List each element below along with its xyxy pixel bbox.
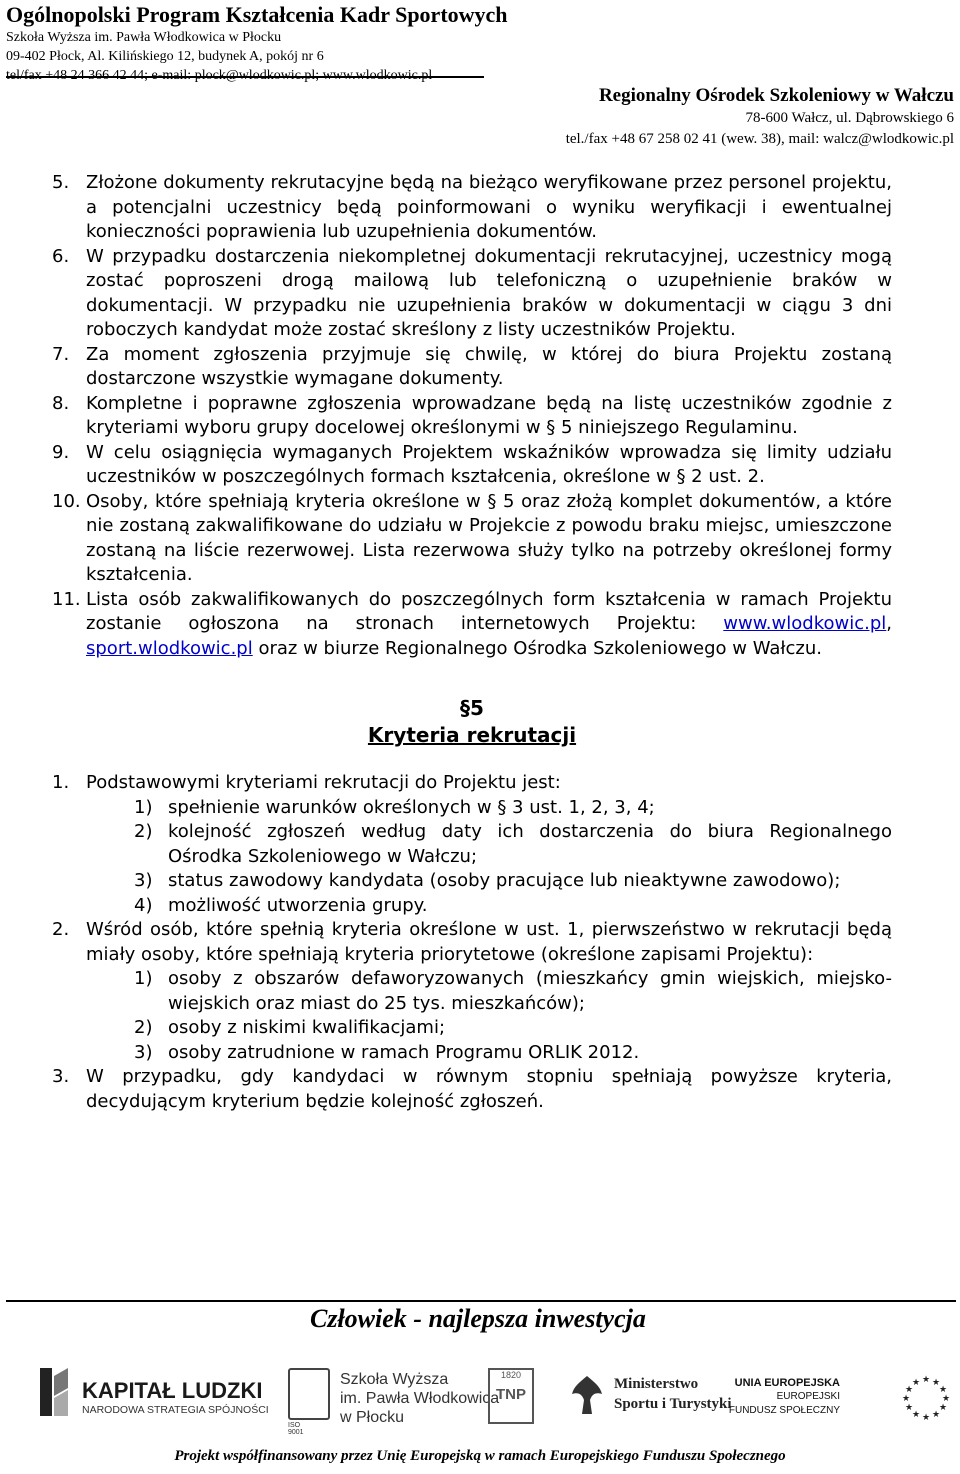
section-symbol: §5	[460, 696, 484, 720]
tnp-label: TNP	[496, 1386, 526, 1403]
item-text: W przypadku dostarczenia niekompletnej dokumentacji rekrutacyjnej, uczestnicy mogą zostać poproszeni drogą mailową lub telefoniczną o uzupełnienie braków w dokumentacji. W przypadku nie uzupełnienia braków w dokumentacji w ciągu 3 dni roboczych kandydat może zostać skreślony z listy uczestników Projektu.	[86, 245, 892, 340]
list-item	[52, 490, 892, 588]
ue-line1: UNIA EUROPEJSKA	[734, 1377, 840, 1389]
item-number: 9.	[52, 441, 70, 463]
svg-text:★: ★	[939, 1385, 948, 1395]
sub-item-text: spełnienie warunków określonych w § 3 ust. 1, 2, 3, 4;	[168, 796, 655, 818]
item-number: 7.	[52, 343, 70, 365]
item-text: Kompletne i poprawne zgłoszenia wprowadzane będą na listę uczestników zgodnie z kryteriami wyboru grupy docelowej określonymi w § 5 niniejszego Regulaminu.	[86, 392, 892, 438]
item-number: 11.	[52, 588, 81, 610]
sub-item-text: możliwość utworzenia grupy.	[168, 894, 428, 916]
items-list	[52, 171, 892, 588]
footer-motto: Człowiek - najlepsza inwestycja	[310, 1304, 646, 1333]
item11-text-after: oraz w biurze Regionalnego Ośrodka Szkoleniowego w Wałczu.	[252, 637, 822, 659]
item-number: 2.	[52, 919, 70, 940]
item-text: Osoby, które spełniają kryteria określone w § 5 oraz złożą komplet dokumentów, a które nie zostaną zakwalifikowane do udziału w Projekcie z powodu braku miejsc, umieszczone zostaną na liście rezerwowej. Lista rezerwowa służy tylko na potrzeby określonej formy kształcenia.	[86, 490, 892, 585]
school-name: Szkoła Wyższa im. Pawła Włodkowica w Płocku	[6, 30, 282, 45]
criteria-section	[52, 771, 892, 1114]
sub-item-number: 3)	[134, 870, 153, 891]
sub-item-text: osoby zatrudnione w ramach Programu ORLIK 2012.	[168, 1041, 640, 1063]
item-text: Za moment zgłoszenia przyjmuje się chwilę, w której do biura Projektu zostaną dostarczone wszystkie wymagane dokumenty.	[86, 343, 892, 389]
criteria-point-2-list	[52, 967, 892, 1065]
ue-text	[729, 1376, 840, 1418]
list-item	[52, 392, 892, 441]
header-right	[566, 84, 954, 150]
school-logo-text	[340, 1370, 499, 1427]
sub-list-item	[52, 967, 892, 1016]
header-left	[6, 2, 508, 85]
link-sport-wlodkowic[interactable]: sport.wlodkowic.pl	[86, 637, 253, 659]
item-number: 5.	[52, 172, 70, 193]
center-contact: tel./fax +48 67 258 02 41 (wew. 38), mail: walcz@wlodkowic.pl	[565, 131, 954, 147]
svg-text:★: ★	[905, 1385, 914, 1395]
svg-text:★: ★	[905, 1403, 914, 1413]
item-number: 10.	[52, 490, 81, 512]
main-content	[52, 171, 892, 1114]
cofinancing-note: Projekt współfinansowany przez Unię Europejską w ramach Europejskiego Funduszu Społecznego	[174, 1448, 786, 1464]
item-text: W przypadku, gdy kandydaci w równym stopniu spełniają powyższe kryteria, decydującym kryterium będzie kolejność zgłoszeń.	[86, 1066, 892, 1112]
sub-list-item	[52, 820, 892, 869]
ministerstwo-text	[614, 1374, 732, 1414]
criteria-point-1-list	[52, 796, 892, 919]
criteria-point-3	[52, 1065, 892, 1114]
item-text: Wśród osób, które spełnią kryteria określone w ust. 1, pierwszeństwo w rekrutacji będą miały osoby, które spełniają kryteria priorytetowe (określone zapisami Projektu):	[86, 919, 892, 965]
svg-text:★: ★	[932, 1410, 941, 1420]
sw-line2: im. Pawła Włodkowica	[340, 1390, 500, 1407]
list-item-11	[52, 588, 892, 662]
msit-line2: Sportu i Turystyki	[614, 1396, 732, 1412]
sw-line1: Szkoła Wyższa	[340, 1371, 449, 1388]
tnp-year: 1820	[500, 1370, 522, 1380]
sub-item-number: 1)	[134, 968, 153, 989]
link-wlodkowic[interactable]: www.wlodkowic.pl	[723, 613, 887, 634]
sub-item-number: 4)	[134, 894, 153, 916]
sw-line3: w Płocku	[340, 1409, 405, 1426]
sub-list-item	[52, 1016, 892, 1041]
center-name: Regionalny Ośrodek Szkoleniowy w Wałczu	[598, 85, 954, 106]
list-item	[52, 343, 892, 392]
item-text: Podstawowymi kryteriami rekrutacji do Projektu jest:	[86, 772, 561, 793]
svg-text:★: ★	[922, 1375, 931, 1385]
list-item	[52, 245, 892, 343]
item-text	[86, 588, 892, 662]
footer-divider	[6, 1300, 956, 1302]
eagle-icon	[570, 1372, 604, 1418]
sub-item-text: kolejność zgłoszeń według daty ich dostarczenia do biura Regionalnego Ośrodka Szkoleniowego w Wałczu;	[168, 821, 892, 867]
header-divider	[6, 76, 484, 78]
svg-text:★: ★	[902, 1394, 911, 1404]
sub-item-number: 1)	[134, 796, 153, 818]
eu-flag-icon	[898, 1372, 954, 1422]
kl-name: KAPITAŁ LUDZKI	[82, 1378, 263, 1403]
item-text: Złożone dokumenty rekrutacyjne będą na bieżąco weryfikowane przez personel projektu, a potencjalni uczestnicy będą poinformowani o wyniku weryfikacji i ewentualnej konieczności poprawienia lub uzupełnienia dokumentów.	[86, 172, 892, 242]
criteria-point-1	[52, 771, 892, 796]
sub-item-text: osoby z obszarów defaworyzowanych (mieszkańcy gmin wiejskich, miejsko-wiejskich oraz miast do 25 tys. mieszkańców);	[168, 968, 892, 1014]
sub-item-number: 2)	[134, 821, 153, 842]
item-text: W celu osiągnięcia wymaganych Projektem wskaźników wprowadza się limity udziału uczestników w poszczególnych formach kształcenia, określone w § 2 ust. 2.	[86, 441, 892, 487]
sub-list-item	[52, 869, 892, 894]
msit-line1: Ministerstwo	[614, 1376, 699, 1392]
list-item	[52, 171, 892, 245]
item11-text-between: ,	[886, 613, 892, 634]
sub-list-item	[52, 796, 892, 821]
sub-list-item	[52, 894, 892, 919]
ue-line2: EUROPEJSKI	[776, 1391, 840, 1402]
section-title: Kryteria rekrutacji	[367, 723, 577, 747]
criteria-point-2	[52, 918, 892, 967]
program-title: Ogólnopolski Program Kształcenia Kadr Sportowych	[6, 2, 508, 27]
item-number: 6.	[52, 245, 70, 267]
kl-subtitle: NARODOWA STRATEGIA SPÓJNOŚCI	[82, 1404, 269, 1416]
svg-text:★: ★	[912, 1410, 921, 1420]
ue-line3: FUNDUSZ SPOŁECZNY	[728, 1405, 840, 1416]
section-heading	[52, 695, 892, 749]
item11-text-before: Lista osób zakwalifikowanych do poszczególnych form kształcenia w ramach Projektu zostanie ogłoszona na stronach internetowych Projektu:	[86, 588, 892, 634]
sub-item-number: 2)	[134, 1017, 153, 1038]
svg-text:★: ★	[922, 1413, 931, 1422]
center-address: 78-600 Wałcz, ul. Dąbrowskiego 6	[745, 110, 954, 126]
school-address: 09-402 Płock, Al. Kilińskiego 12, budynek A, pokój nr 6	[6, 49, 324, 64]
svg-text:★: ★	[942, 1394, 951, 1404]
sub-item-text: status zawodowy kandydata (osoby pracujące lub nieaktywne zawodowo);	[168, 870, 841, 891]
item-number: 8.	[52, 392, 70, 414]
svg-text:★: ★	[912, 1378, 921, 1388]
sub-item-text: osoby z niskimi kwalifikacjami;	[168, 1017, 446, 1038]
list-item	[52, 441, 892, 490]
item-number: 3.	[52, 1066, 70, 1087]
svg-text:★: ★	[939, 1403, 948, 1413]
sub-item-number: 3)	[134, 1041, 153, 1063]
tnp-logo	[488, 1368, 534, 1422]
iso-label: ISO 9001	[288, 1422, 304, 1436]
school-crest-icon	[288, 1368, 330, 1420]
svg-text:★: ★	[932, 1378, 941, 1388]
sub-list-item	[52, 1041, 892, 1066]
kapital-ludzki-icon	[38, 1366, 70, 1418]
item-number: 1.	[52, 772, 70, 793]
footer-logos	[0, 1356, 960, 1436]
